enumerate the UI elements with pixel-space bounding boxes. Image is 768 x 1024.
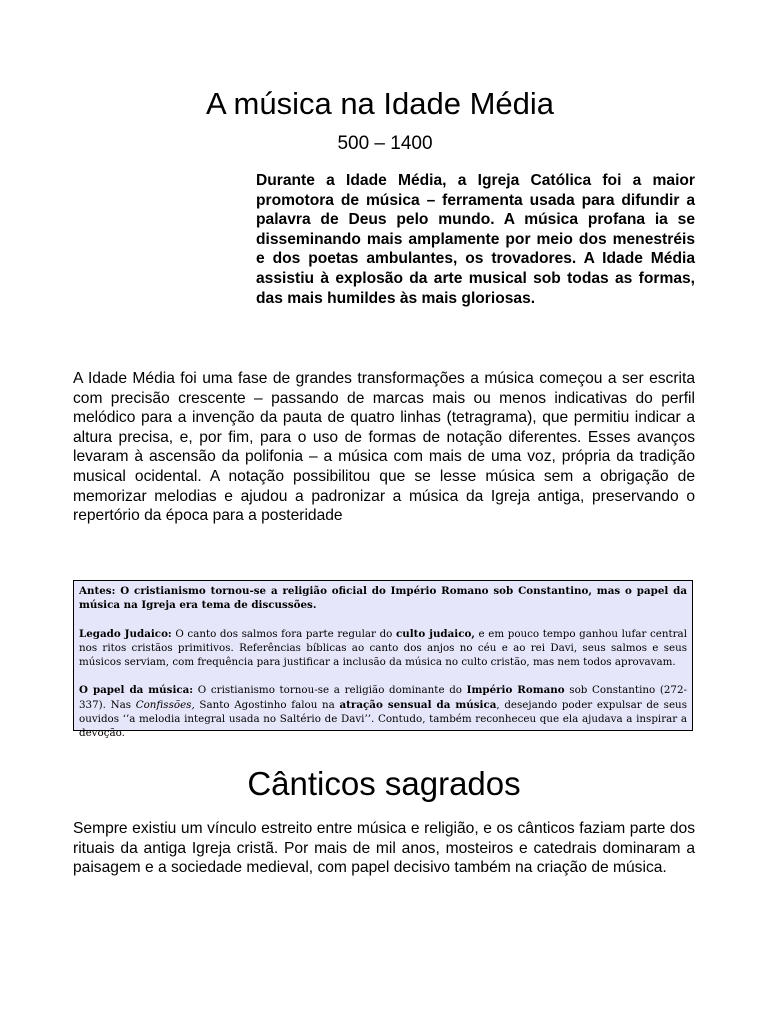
papel-label: O papel da música:: [79, 684, 194, 697]
antes-text: Antes: O cristianismo tornou-se a religião oficial do Império Romano sob Constantino, mas o papel da música na Igreja era tema de discussões.: [79, 585, 687, 612]
body-paragraph: A Idade Média foi uma fase de grandes transformações a música começou a ser escrita com precisão crescente – passando de marcas mais ou menos indicativas do perfil melódico para a invenção da pauta de quatro linhas (tetragrama), que permitiu indicar a altura precisa, e, por fim, para o uso de formas de notação diferentes. Esses avanços levaram à ascensão da polifonia – a música com mais de uma voz, própria da tradição musical ocidental. A notação possibilitou que se lesse música sem a obrigação de memorizar melodias e ajudou a padronizar a música da Igreja antiga, preservando o repertório da época para a posteridade: [73, 370, 695, 525]
legado-label: Legado Judaico:: [79, 627, 172, 640]
papel-text-2: sob Constantino (272-337). Nas: [79, 684, 687, 711]
legado-bold-1: culto judaico,: [396, 627, 475, 640]
info-box-antes: [79, 584, 687, 613]
papel-text-4: , desejando poder expulsar de seus ouvidos ‘’a melodia integral usada no Saltério de Davi’’. Contudo, também reconheceu que ela ajudava a inspirar a devoção.: [79, 698, 687, 740]
intro-paragraph: Durante a Idade Média, a Igreja Católica foi a maior promotora de música – ferramenta usada para difundir a palavra de Deus pelo mundo. A música profana ia se disseminando mais amplamente por meio dos menestréis e dos poetas ambulantes, os trovadores. A Idade Média assistiu à explosão da arte musical sob todas as formas, das mais humildes às mais gloriosas.: [256, 172, 695, 307]
papel-italic-1: Confissões,: [135, 698, 195, 711]
legado-text-1: O canto dos salmos fora parte regular do: [171, 627, 396, 640]
papel-bold-1: Império Romano: [466, 684, 565, 697]
section-paragraph: Sempre existiu um vínculo estreito entre música e religião, e os cânticos faziam parte dos rituais da antiga Igreja cristã. Por mais de mil anos, mosteiros e catedrais dominaram a paisagem e a sociedade medieval, com papel decisivo também na criação de música.: [73, 820, 695, 877]
papel-bold-2: atração sensual da música: [339, 698, 497, 711]
legado-text-2: e em pouco tempo ganhou lufar central nos ritos cristãos primitivos. Referências bíblicas ao canto dos anjos no céu e ao rei Davi, seus salmos e seus músicos serviam, com frequência para justificar a inclusão da música no culto cristão, mas nem todos aprovavam.: [79, 627, 687, 669]
info-box-papel: [79, 683, 687, 740]
papel-text-3: Santo Agostinho falou na: [194, 698, 340, 711]
info-box-legado: [79, 627, 687, 670]
info-box: [73, 580, 693, 740]
section-title: Cânticos sagrados: [247, 765, 521, 802]
papel-text-1: O cristianismo tornou-se a religião dominante do: [193, 684, 467, 697]
page-title: A música na Idade Média: [205, 86, 555, 121]
date-range: 500 – 1400: [337, 133, 433, 154]
